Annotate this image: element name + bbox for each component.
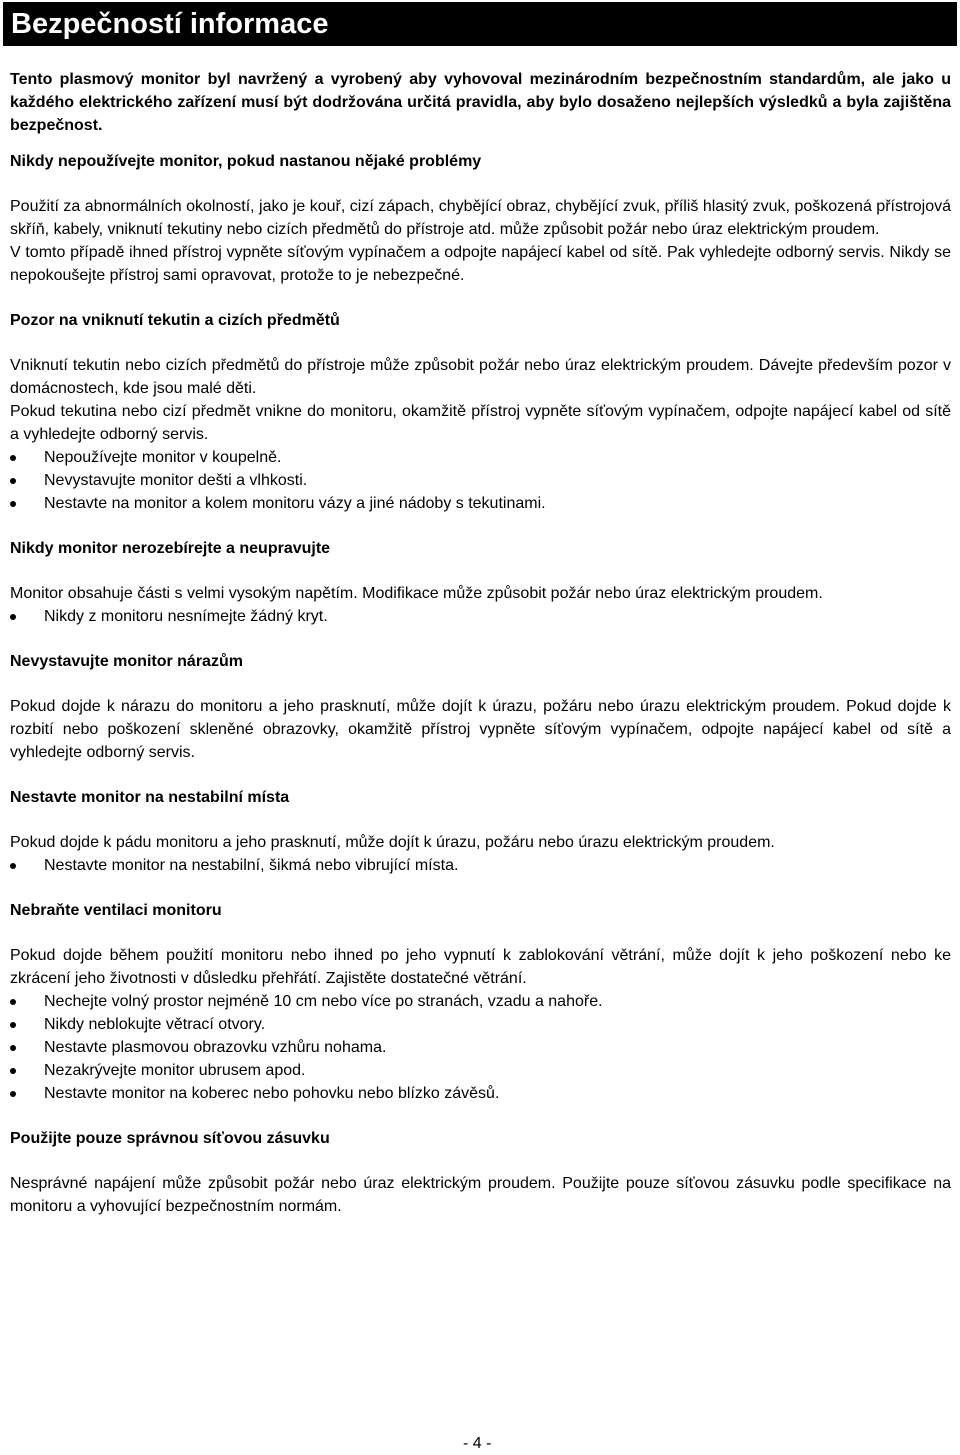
- bullet-text: Nikdy neblokujte větrací otvory.: [44, 1016, 266, 1033]
- page-title: Bezpečností informace: [11, 8, 329, 40]
- section: [10, 786, 951, 877]
- bullet-text: Nestavte plasmovou obrazovku vzhůru nohama.: [44, 1039, 387, 1056]
- bullet-item: [10, 1013, 951, 1036]
- bullet-icon: [10, 1091, 16, 1097]
- bullet-item: [10, 446, 951, 469]
- bullet-text: Nestavte monitor na koberec nebo pohovku nebo blízko závěsů.: [44, 1085, 500, 1102]
- bullet-icon: [10, 1068, 16, 1074]
- bullet-list: [10, 990, 951, 1105]
- section-heading: Nikdy nepoužívejte monitor, pokud nastanou nějaké problémy: [10, 153, 482, 170]
- section-paragraph: Použití za abnormálních okolností, jako je kouř, cizí zápach, chybějící obraz, chybějící zvuk, příliš hlasitý zvuk, poškozená přístrojová skříň, kabely, vniknutí tekutiny nebo cizích předmětů do přístroje atd. může způsobit požár nebo úraz elektrickým proudem.: [10, 198, 951, 238]
- bullet-icon: [10, 1045, 16, 1051]
- section-heading: Nevystavujte monitor nárazům: [10, 653, 243, 670]
- section-paragraph: Nesprávné napájení může způsobit požár nebo úraz elektrickým proudem. Použijte pouze síťovou zásuvku podle specifikace na monitoru a vyhovující bezpečnostním normám.: [10, 1175, 951, 1215]
- bullet-list: [10, 446, 951, 515]
- section-paragraph: Pokud dojde k nárazu do monitoru a jeho prasknutí, může dojít k úrazu, požáru nebo úrazu elektrickým proudem. Pokud dojde k rozbití nebo poškození skleněné obrazovky, okamžitě přístroj vypněte síťovým vypínačem, odpojte napájecí kabel od sítě a vyhledejte odborný servis.: [10, 698, 951, 761]
- bullet-icon: [10, 863, 16, 869]
- section-paragraph: Pokud tekutina nebo cizí předmět vnikne do monitoru, okamžitě přístroj vypněte síťovým vypínačem, odpojte napájecí kabel od sítě a vyhledejte odborný servis.: [10, 403, 951, 443]
- section-heading: Pozor na vniknutí tekutin a cizích předmětů: [10, 312, 340, 329]
- section-paragraph: Pokud dojde během použití monitoru nebo ihned po jeho vypnutí k zablokování větrání, může dojít k jeho poškození nebo ke zkrácení jeho životnosti v důsledku přehřátí. Zajistěte dostatečné větrání.: [10, 947, 951, 987]
- bullet-item: [10, 990, 951, 1013]
- bullet-text: Nepoužívejte monitor v koupelně.: [44, 449, 282, 466]
- bullet-text: Nestavte monitor na nestabilní, šikmá nebo vibrující místa.: [44, 857, 459, 874]
- section-paragraph: V tomto případě ihned přístroj vypněte síťovým vypínačem a odpojte napájecí kabel od sítě. Pak vyhledejte odborný servis. Nikdy se nepokoušejte přístroj sami opravovat, protože to je nebezpečné.: [10, 244, 951, 284]
- section: [10, 150, 951, 287]
- section-heading: Nestavte monitor na nestabilní místa: [10, 789, 290, 806]
- section: [10, 537, 951, 628]
- bullet-icon: [10, 478, 16, 484]
- section-paragraph: Vniknutí tekutin nebo cizích předmětů do přístroje může způsobit požár nebo úraz elektrickým proudem. Dávejte především pozor v domácnostech, kde jsou malé děti.: [10, 357, 951, 397]
- bullet-text: Nechejte volný prostor nejméně 10 cm nebo více po stranách, vzadu a nahoře.: [44, 993, 603, 1010]
- page-number: - 4 -: [463, 1435, 492, 1452]
- section-paragraph: Monitor obsahuje části s velmi vysokým napětím. Modifikace může způsobit požár nebo úraz elektrickým proudem.: [10, 585, 823, 602]
- sections-container: [10, 150, 951, 1218]
- bullet-item: [10, 469, 951, 492]
- bullet-item: [10, 1059, 951, 1082]
- bullet-list: [10, 854, 951, 877]
- bullet-item: [10, 492, 951, 515]
- bullet-item: [10, 854, 951, 877]
- section: [10, 309, 951, 515]
- section: [10, 1127, 951, 1218]
- section-heading: Použijte pouze správnou síťovou zásuvku: [10, 1130, 330, 1147]
- bullet-list: [10, 605, 951, 628]
- bullet-text: Nikdy z monitoru nesnímejte žádný kryt.: [44, 608, 328, 625]
- bullet-text: Nevystavujte monitor dešti a vlhkosti.: [44, 472, 308, 489]
- bullet-icon: [10, 1022, 16, 1028]
- title-bar: [3, 2, 957, 46]
- bullet-text: Nezakrývejte monitor ubrusem apod.: [44, 1062, 306, 1079]
- intro-paragraph: Tento plasmový monitor byl navržený a vyrobený aby vyhovoval mezinárodním bezpečnostním standardům, ale jako u každého elektrického zařízení musí být dodržována určitá pravidla, aby bylo dosaženo nejlepších výsledků a byla zajištěna bezpečnost.: [10, 71, 951, 134]
- bullet-icon: [10, 501, 16, 507]
- bullet-icon: [10, 455, 16, 461]
- section-paragraph: Pokud dojde k pádu monitoru a jeho prasknutí, může dojít k úrazu, požáru nebo úrazu elektrickým proudem.: [10, 834, 775, 851]
- document-body: [10, 68, 951, 1240]
- section-heading: Nebraňte ventilaci monitoru: [10, 902, 222, 919]
- section-heading: Nikdy monitor nerozebírejte a neupravujte: [10, 540, 331, 557]
- bullet-icon: [10, 999, 16, 1005]
- bullet-item: [10, 1036, 951, 1059]
- bullet-text: Nestavte na monitor a kolem monitoru vázy a jiné nádoby s tekutinami.: [44, 495, 546, 512]
- bullet-item: [10, 1082, 951, 1105]
- section: [10, 899, 951, 1105]
- bullet-item: [10, 605, 951, 628]
- section: [10, 650, 951, 764]
- bullet-icon: [10, 614, 16, 620]
